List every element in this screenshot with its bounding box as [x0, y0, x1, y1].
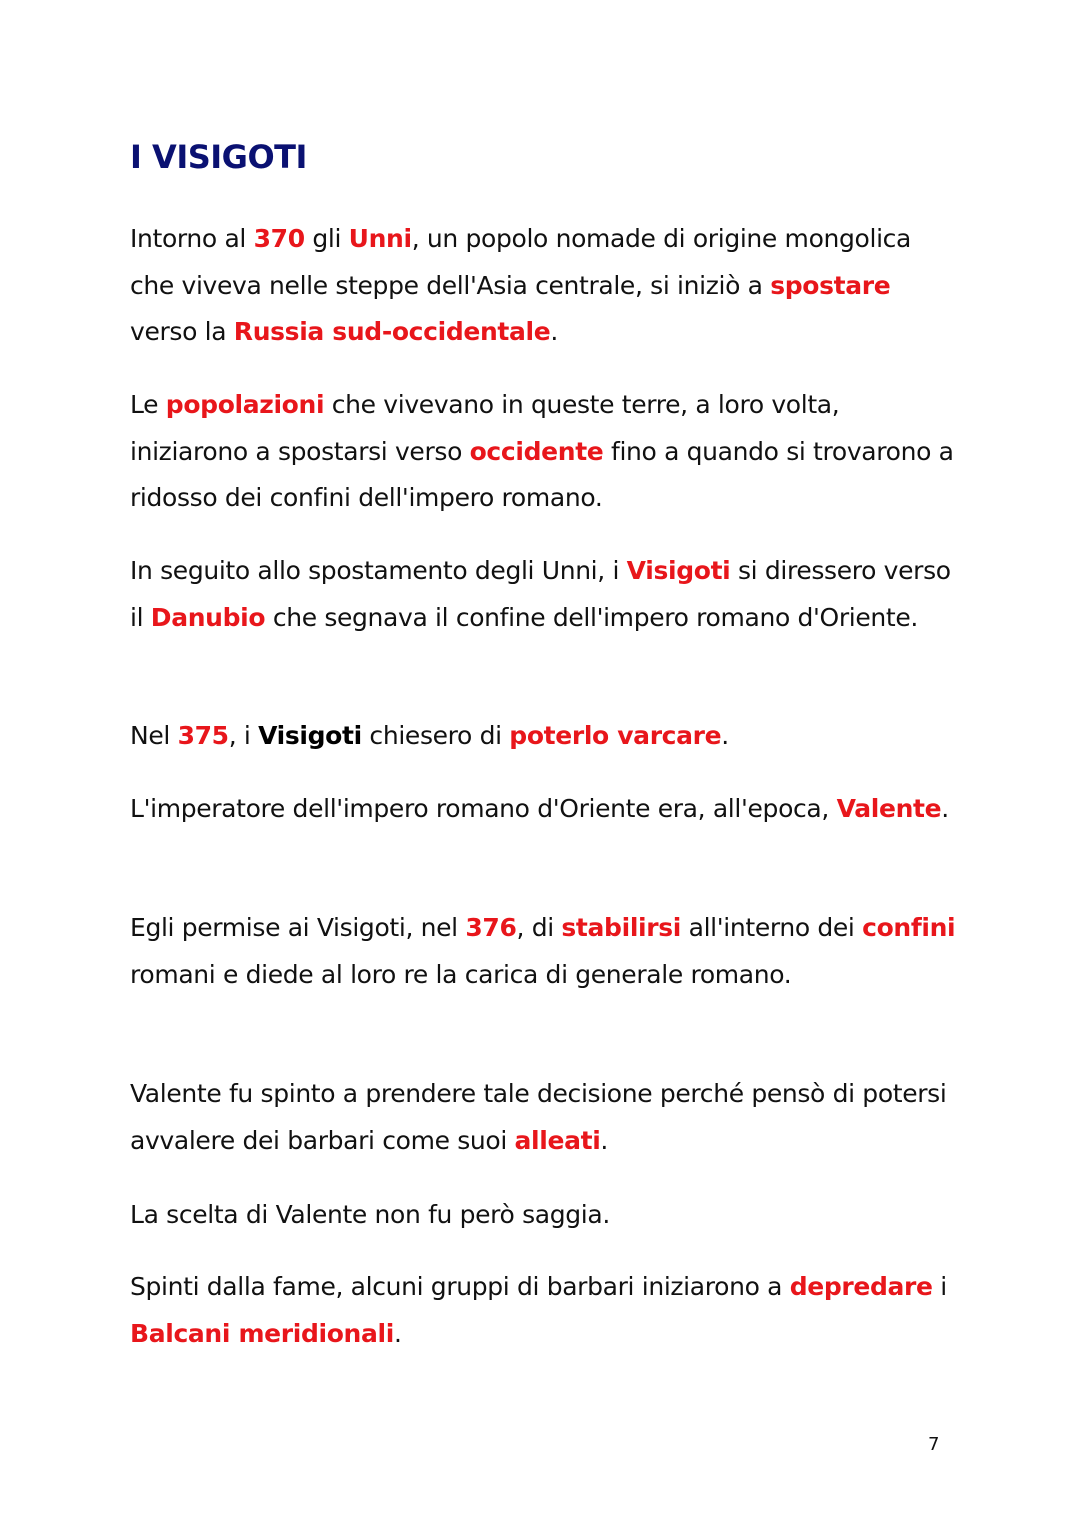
text-run: La scelta di Valente non fu però saggia. — [130, 1200, 610, 1229]
bold-term: Visigoti — [258, 721, 362, 750]
highlight-term: popolazioni — [165, 390, 325, 419]
text-run: , un popolo nomade di origine mongolica che viveva nelle steppe dell'Asia centrale, si iniziò a — [130, 224, 912, 300]
text-run: chiesero di — [361, 721, 510, 750]
text-run: . — [721, 721, 729, 750]
highlight-term: 376 — [465, 913, 517, 942]
text-run: che vivevano in queste terre, a loro volta, iniziarono a spostarsi verso — [130, 390, 840, 466]
text-run: che segnava il confine dell'impero romano d'Oriente. — [265, 602, 918, 632]
page-number: 7 — [928, 1434, 940, 1455]
text-run: Le — [130, 390, 166, 419]
highlight-term: Unni — [348, 224, 412, 253]
text-run: romani e diede al loro re la carica di generale romano. — [130, 959, 792, 989]
paragraph — [130, 382, 960, 522]
highlight-term: spostare — [770, 270, 891, 300]
highlight-term: stabilirsi — [561, 913, 681, 942]
highlight-term: 370 — [253, 224, 305, 253]
text-run: all'interno dei — [681, 913, 863, 942]
highlight-term: poterlo varcare — [509, 721, 722, 750]
highlight-term: Valente — [836, 794, 942, 823]
paragraph — [130, 1192, 960, 1239]
text-run: L'imperatore dell'impero romano d'Oriente era, all'epoca, — [130, 794, 837, 823]
highlight-term: Balcani meridionali — [130, 1318, 394, 1348]
text-run: . — [550, 317, 558, 346]
highlight-term: confini — [862, 913, 956, 942]
text-run: . — [941, 794, 949, 823]
text-run: , i — [228, 721, 259, 750]
highlight-term: Danubio — [150, 602, 266, 632]
text-run: In seguito allo spostamento degli Unni, i — [130, 556, 627, 585]
highlight-term: occidente — [469, 436, 604, 466]
highlight-term: depredare — [789, 1272, 933, 1301]
text-run: Valente fu spinto a prendere tale decisione perché pensò di potersi avvalere dei barbari come suoi — [130, 1079, 947, 1155]
text-run: . — [393, 1318, 402, 1348]
text-run: verso la — [130, 317, 234, 346]
text-run: Spinti dalla fame, alcuni gruppi di barbari iniziarono a — [130, 1272, 790, 1301]
text-run: Nel — [130, 721, 178, 750]
text-run: si diressero verso il — [130, 556, 951, 632]
highlight-term: 375 — [177, 721, 229, 750]
paragraph — [130, 548, 960, 641]
highlight-term: Russia sud-occidentale — [233, 317, 551, 346]
paragraph — [130, 1264, 960, 1357]
text-run: fino a quando si trovarono a ridosso dei confini dell'impero romano. — [130, 436, 954, 512]
text-run: . — [600, 1125, 609, 1155]
paragraph — [130, 905, 960, 998]
paragraph — [130, 713, 960, 760]
text-run: Egli permise ai Visigoti, nel — [130, 913, 466, 942]
highlight-term: Visigoti — [626, 556, 731, 585]
text-run: Intorno al — [130, 224, 254, 253]
paragraph — [130, 786, 960, 833]
text-run: , di — [516, 913, 562, 942]
highlight-term: alleati — [514, 1125, 601, 1155]
page-title: I VISIGOTI — [130, 138, 307, 176]
text-run: gli — [304, 224, 349, 253]
paragraph — [130, 216, 960, 356]
paragraph — [130, 1071, 960, 1164]
text-run: i — [932, 1272, 947, 1301]
